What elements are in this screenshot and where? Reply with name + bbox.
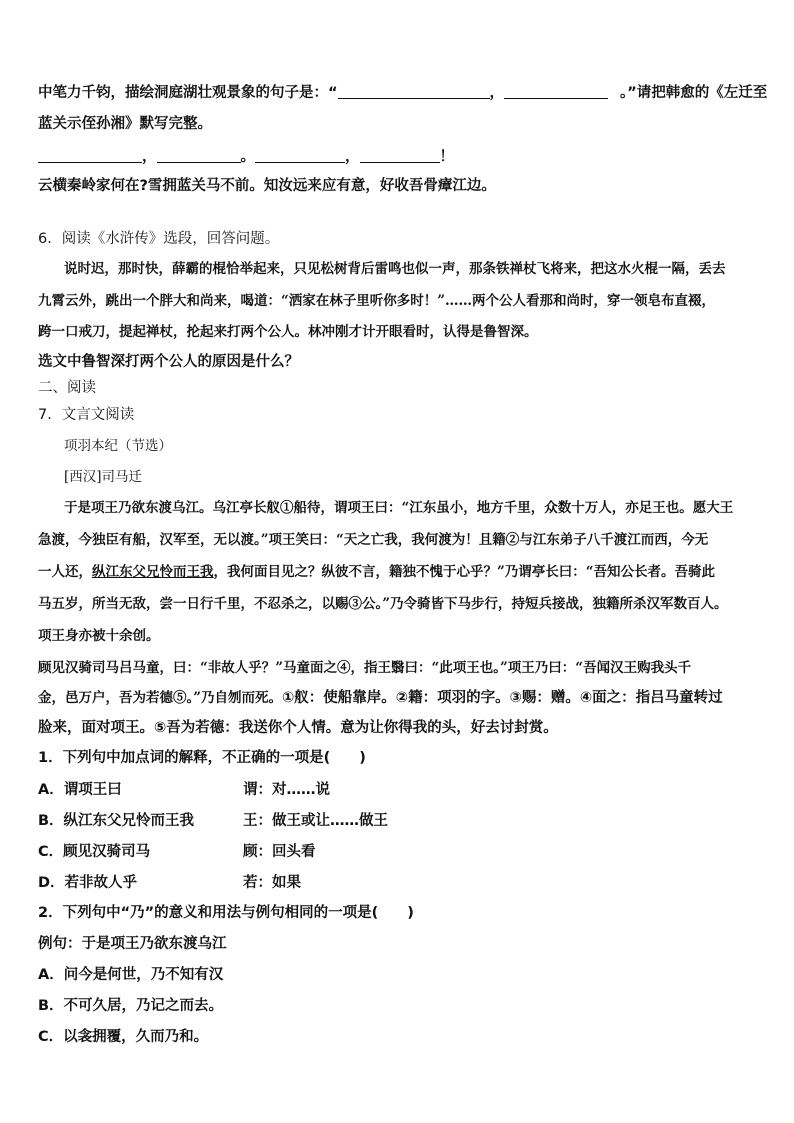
subq1-option-d[interactable] [38, 873, 301, 893]
option-gloss: 顾：回头看 [243, 844, 316, 860]
passage-text: 一人还， [38, 564, 92, 580]
q7-passage-line: 急渡，今独臣有船，汉军至，无以渡。”项王笑曰：“天之亡我，我何渡为！且籍②与江东弟子八千渡江而西，今无 [38, 532, 709, 548]
subq1-stem: 1．下列句中加点词的解释，不正确的一项是( ) [38, 750, 366, 766]
option-gloss: 谓：对……说 [243, 782, 330, 798]
section-heading: 二、阅读 [38, 380, 96, 396]
q7-title: 7．文言文阅读 [38, 407, 135, 423]
answer-blank[interactable] [157, 146, 241, 163]
passage-text: ，我何面目见之？纵彼不言，籍独不愧于心乎？”乃谓亭长曰：“吾知公长者。吾骑此 [213, 564, 716, 580]
answer-blank[interactable] [338, 82, 490, 99]
q7-work-title: 项羽本纪（节选） [64, 438, 172, 454]
answer-blank[interactable] [360, 146, 440, 163]
q5-line-2: 蓝关示侄孙湘》默写完整。 [38, 116, 212, 132]
annotation-notes: ①舣：使船靠岸。②籍：项羽的字。③赐：赠。④面之：指吕马童转过 [282, 690, 723, 706]
option-text: C．顾见汉骑司马 [38, 844, 151, 860]
subq2-option-a[interactable]: A．问今是何世，乃不知有汉 [38, 967, 224, 983]
subq2-option-c[interactable]: C．以衾拥覆，久而乃和。 [38, 1029, 209, 1045]
q5-line-3 [38, 146, 454, 167]
option-gloss: 若：如果 [243, 875, 301, 891]
q6-title: 6．阅读《水浒传》选段，回答问题。 [38, 231, 280, 247]
q7-passage-line [38, 562, 715, 582]
q7-passage-line: 于是项王乃欲东渡乌江。乌江亭长舣①船待，谓项王曰：“江东虽小，地方千里，众数十万人，亦足王也。愿大王 [64, 500, 734, 516]
q7-passage-line: 项王身亦被十余创。 [38, 628, 160, 644]
q5-answer-line: 云横秦岭家何在?雪拥蓝关马不前。知汝远来应有意，好收吾骨瘴江边。 [38, 178, 496, 194]
q6-passage-line: 九霄云外，跳出一个胖大和尚来，喝道：“洒家在林子里听你多时！”……两个公人看那和尚时，穿一领皂布直裰， [38, 293, 716, 309]
q5-line-1 [38, 82, 767, 103]
q7-passage-line: 顾见汉骑司马吕马童，曰：“非故人乎？”马童面之④，指王翳曰：“此项王也。”项王乃曰：“吾闻汉王购我头千 [38, 660, 692, 676]
subq1-option-a[interactable] [38, 780, 330, 800]
q5-text: 。”请把韩愈的《左迁至 [620, 85, 768, 101]
q5-text: 中笔力千钧，描绘洞庭湖壮观景象的句子是：“ [38, 85, 338, 101]
subq2-option-b[interactable]: B．不可久居，乃记之而去。 [38, 998, 224, 1014]
q5-text: ！ [439, 149, 454, 165]
underlined-phrase: 纵江东父兄怜而王我 [92, 564, 214, 580]
answer-blank[interactable] [255, 146, 345, 163]
q5-text: 。 [240, 149, 255, 165]
q6-passage-line: 说时迟，那时快，薛霸的棍恰举起来，只见松树背后雷鸣也似一声，那条铁禅杖飞将来，把这水火棍一隔，丢去 [64, 261, 726, 277]
subq1-option-c[interactable] [38, 842, 316, 862]
q5-text: ， [345, 149, 360, 165]
answer-blank[interactable] [38, 146, 142, 163]
option-text: D．若非故人乎 [38, 875, 138, 891]
q5-text: ， [142, 149, 157, 165]
q6-question: 选文中鲁智深打两个公人的原因是什么？ [38, 354, 299, 370]
q5-text: ， [489, 85, 505, 101]
option-text: A．谓项王曰 [38, 782, 122, 798]
passage-text: 金，邑万户，吾为若德⑤。”乃自刎而死。 [38, 690, 283, 706]
annotation-notes-continued: 脸来，面对项王。⑤吾为若德：我送你个人情。意为让你得我的头，好去讨封赏。 [38, 720, 558, 736]
subq2-stem: 2．下列句中“乃”的意义和用法与例句相同的一项是( ) [38, 905, 414, 921]
subq2-example: 例句：于是项王乃欲东渡乌江 [38, 936, 227, 952]
q6-passage-line: 跨一口戒刀，提起禅杖，抡起来打两个公人。林冲刚才计开眼看时，认得是鲁智深。 [38, 324, 538, 340]
q7-passage-line [38, 688, 723, 708]
option-text: B．纵江东父兄怜而王我 [38, 813, 195, 829]
option-gloss: 王：做王或让……做王 [243, 813, 388, 829]
answer-blank[interactable] [504, 82, 608, 99]
q7-author: [西汉]司马迁 [64, 469, 143, 485]
subq1-option-b[interactable] [38, 811, 388, 831]
q7-passage-line: 马五岁，所当无敌，尝一日行千里，不忍杀之，以赐③公。”乃令骑皆下马步行，持短兵接战，独籍所杀汉军数百人。 [38, 596, 728, 612]
